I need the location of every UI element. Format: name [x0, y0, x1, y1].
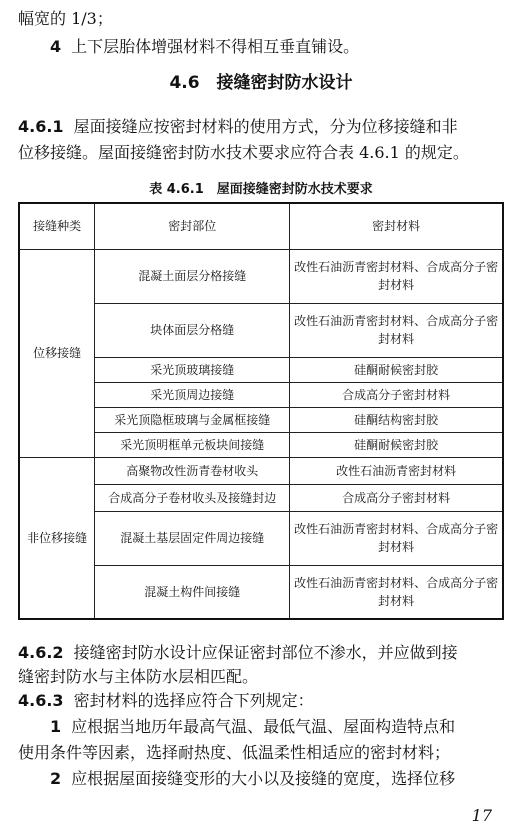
- clause-text: 接缝密封防水设计应保证密封部位不渗水，并应做到接: [73, 643, 458, 662]
- seal-part: 高聚物改性沥青卷材收头: [95, 457, 290, 484]
- seal-part: 采光顶周边接缝: [95, 382, 290, 407]
- seal-part: 混凝土面层分格接缝: [95, 249, 290, 303]
- table-header-row: [19, 203, 503, 249]
- clause-4-6-3-item1-line2: 使用条件等因素，选择耐热度、低温柔性相适应的密封材料；: [18, 743, 451, 762]
- clause-4-6-2-line1: [18, 642, 504, 664]
- seal-material: 合成高分子密封材料: [290, 484, 503, 511]
- item-number: 4: [50, 37, 62, 56]
- seal-material: 硅酮耐候密封胶: [290, 357, 503, 382]
- header-seal-material: 密封材料: [290, 203, 503, 249]
- item-number: 2: [50, 769, 62, 788]
- seal-part: 采光顶明框单元板块间接缝: [95, 432, 290, 457]
- group-movement-joint: 位移接缝: [19, 249, 95, 457]
- clause-4-6-1-line1: [18, 116, 504, 138]
- group-non-movement-joint: 非位移接缝: [19, 457, 95, 619]
- seal-material: 改性石油沥青密封材料、合成高分子密封材料: [290, 565, 503, 619]
- seal-part: 混凝土构件间接缝: [95, 565, 290, 619]
- seal-part: 混凝土基层固定件周边接缝: [95, 511, 290, 565]
- table-row: [19, 457, 503, 484]
- section-title: 4.6 接缝密封防水设计: [169, 73, 353, 93]
- seal-part: 采光顶玻璃接缝: [95, 357, 290, 382]
- clause-text: 密封材料的选择应符合下列规定：: [73, 691, 314, 710]
- clause-4-6-2-line2: 缝密封防水与主体防水层相匹配。: [18, 667, 259, 686]
- table-row: [19, 249, 503, 303]
- seal-material: 合成高分子密封材料: [290, 382, 503, 407]
- clause-4-6-1-line2: 位移接缝。屋面接缝密封防水技术要求应符合表 4.6.1 的规定。: [18, 143, 469, 162]
- seal-material: 改性石油沥青密封材料: [290, 457, 503, 484]
- clause-number: 4.6.1: [18, 117, 64, 136]
- item-number: 1: [50, 717, 62, 736]
- header-joint-type: 接缝种类: [19, 203, 95, 249]
- clause-4-6-3-item1-line1: [50, 716, 504, 738]
- seal-material: 硅酮耐候密封胶: [290, 432, 503, 457]
- item-text: 应根据当地历年最高气温、最低气温、屋面构造特点和: [71, 717, 456, 736]
- item-text: 上下层胎体增强材料不得相互垂直铺设。: [71, 37, 360, 56]
- clause-number: 4.6.2: [18, 643, 64, 662]
- seal-part: 合成高分子卷材收头及接缝封边: [95, 484, 290, 511]
- clause-4-6-3-line1: [18, 690, 504, 712]
- clause-text: 屋面接缝应按密封材料的使用方式，分为位移接缝和非: [73, 117, 458, 136]
- seal-part: 采光顶隐框玻璃与金属框接缝: [95, 407, 290, 432]
- continued-text: 幅宽的 1/3；: [18, 9, 113, 28]
- clause-4-6-3-item2-line1: [50, 768, 504, 790]
- seal-material: 硅酮结构密封胶: [290, 407, 503, 432]
- seal-part: 块体面层分格缝: [95, 303, 290, 357]
- seal-material: 改性石油沥青密封材料、合成高分子密封材料: [290, 249, 503, 303]
- header-seal-part: 密封部位: [95, 203, 290, 249]
- table-title: 表 4.6.1 屋面接缝密封防水技术要求: [149, 182, 373, 197]
- seal-material: 改性石油沥青密封材料、合成高分子密封材料: [290, 303, 503, 357]
- seal-material: 改性石油沥青密封材料、合成高分子密封材料: [290, 511, 503, 565]
- item-text: 应根据屋面接缝变形的大小以及接缝的宽度，选择位移: [71, 769, 456, 788]
- page-number: 17: [471, 806, 492, 825]
- sealing-requirements-table: [18, 202, 504, 620]
- clause-number: 4.6.3: [18, 691, 64, 710]
- item-4: [50, 36, 504, 58]
